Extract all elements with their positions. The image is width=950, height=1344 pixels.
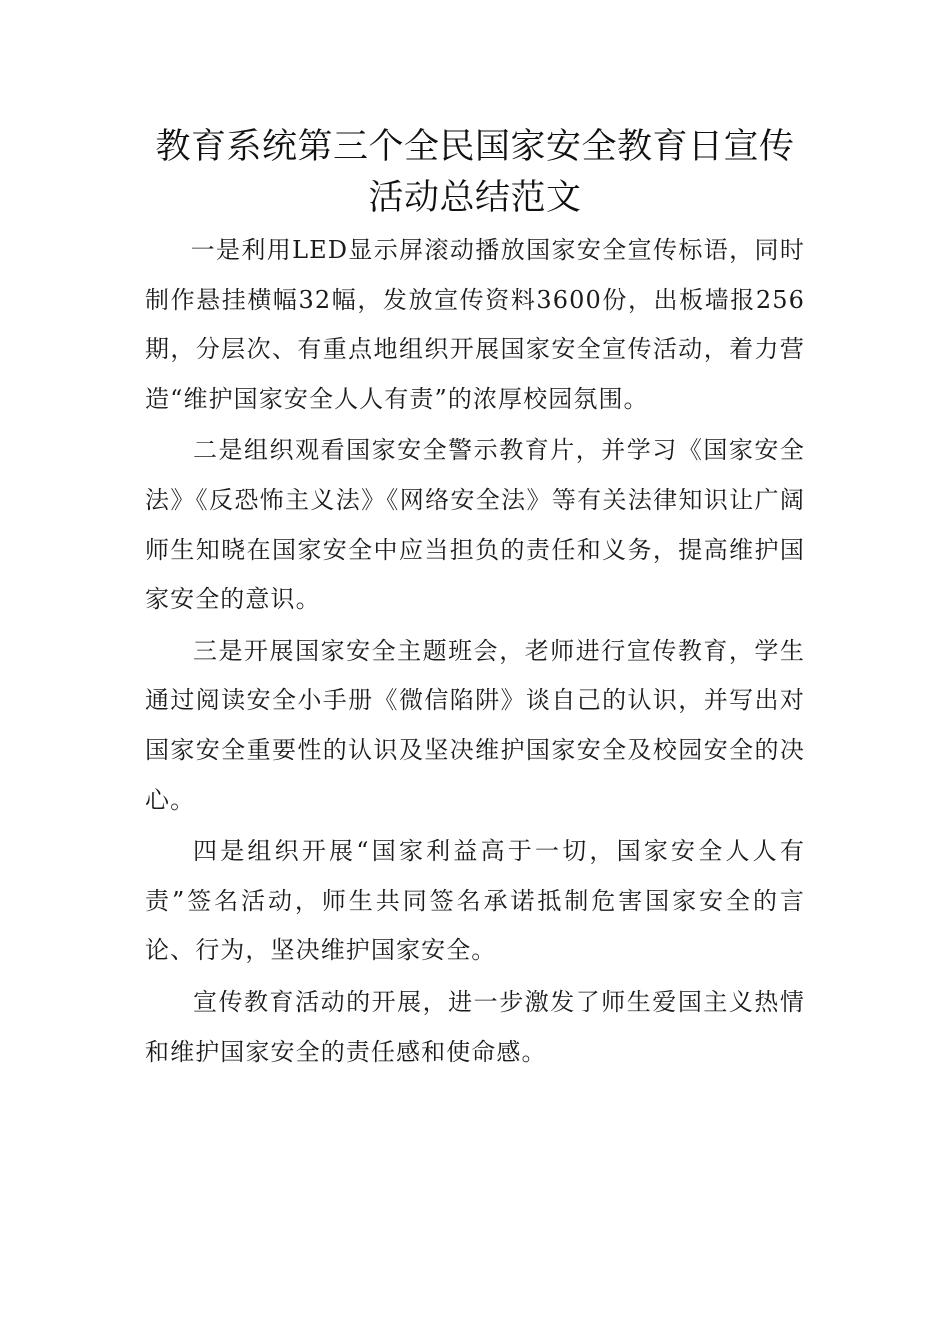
title-line-2: 活动总结范文 xyxy=(368,178,582,218)
paragraph-5: 宣传教育活动的开展，进一步激发了师生爱国主义热情和维护国家安全的责任感和使命感。 xyxy=(145,987,805,1066)
title-line-1: 教育系统第三个全民国家安全教育日宣传 xyxy=(155,127,795,167)
paragraph-1: 一是利用LED显示屏滚动播放国家安全宣传标语，同时制作悬挂横幅32幅，发放宣传资料3600份，出板墙报256期，分层次、有重点地组织开展国家安全宣传活动，着力营造“维护国家安全人人有责”的浓厚校园氛围。 xyxy=(145,236,805,413)
paragraph-3: 三是开展国家安全主题班会，老师进行宣传教育，学生通过阅读安全小手册《微信陷阱》谈自己的认识，并写出对国家安全重要性的认识及坚决维护国家安全及校园安全的决心。 xyxy=(145,636,805,814)
paragraph-4: 四是组织开展“国家利益高于一切，国家安全人人有责”签名活动，师生共同签名承诺抵制危害国家安全的言论、行为，坚决维护国家安全。 xyxy=(145,837,805,965)
paragraph-2: 二是组织观看国家安全警示教育片，并学习《国家安全法》《反恐怖主义法》《网络安全法》等有关法律知识让广阔师生知晓在国家安全中应当担负的责任和义务，提高维护国家安全的意识。 xyxy=(145,436,805,614)
document-title xyxy=(120,122,830,224)
document-body xyxy=(145,226,805,1079)
